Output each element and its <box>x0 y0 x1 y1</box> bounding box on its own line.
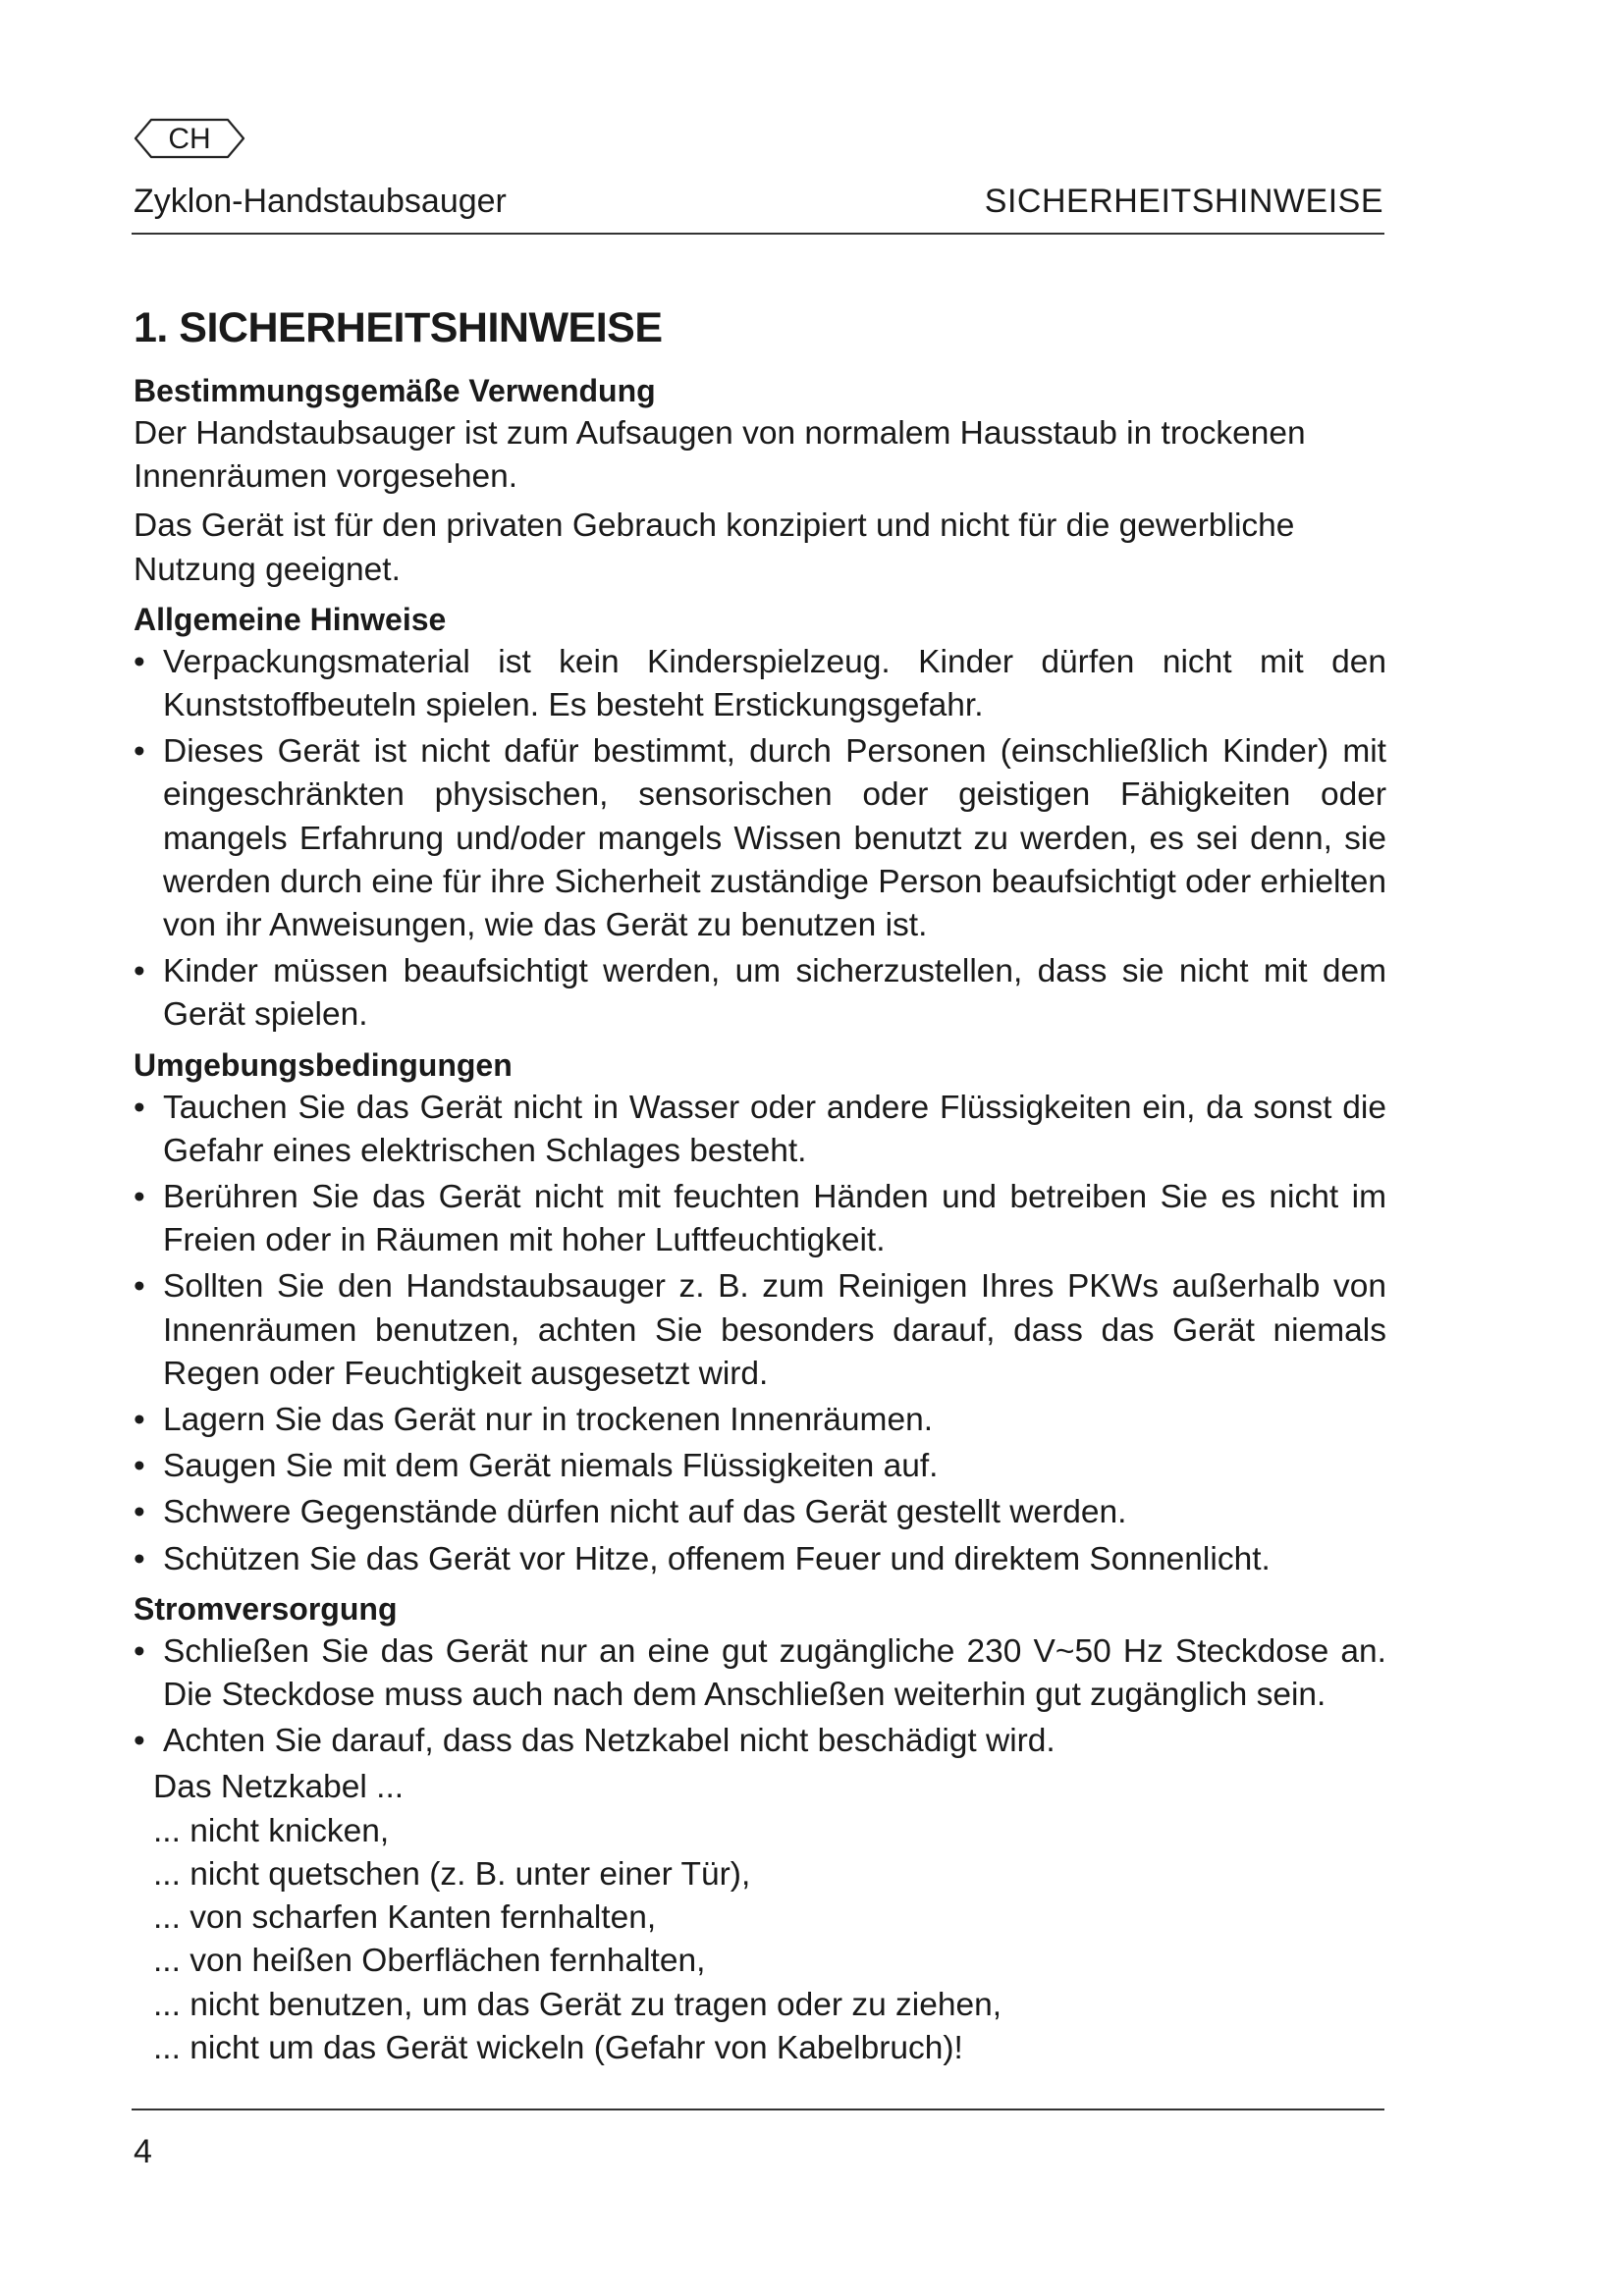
list-item <box>134 730 1386 947</box>
bullet-icon: • <box>134 1494 145 1531</box>
country-badge <box>132 116 247 161</box>
paragraph: Der Handstaubsauger ist zum Aufsaugen von normalem Hausstaub in trockenen Innenräumen vorgesehen. <box>134 415 1306 496</box>
cable-item: ... nicht knicken, <box>153 1812 390 1849</box>
header-divider <box>132 233 1384 235</box>
bullet-icon: • <box>134 1268 145 1306</box>
section-title: SICHERHEITSHINWEISE <box>984 183 1383 220</box>
list-item <box>134 1538 1386 1581</box>
product-name: Zyklon-Handstaubsauger <box>134 183 507 220</box>
bullet-icon: • <box>134 1448 145 1485</box>
section-heading-environment: Umgebungsbedingungen <box>134 1046 513 1083</box>
list-item-text: Schließen Sie das Gerät nur an eine gut zugängliche 230 V~50 Hz Steckdose an. Die Steckdose muss auch nach dem Anschließen weiterhin gut zugänglich sein. <box>163 1632 1386 1714</box>
list-item-text: Achten Sie darauf, dass das Netzkabel nicht beschädigt wird. <box>163 1723 1056 1760</box>
bullet-icon: • <box>134 1179 145 1216</box>
bullet-icon: • <box>134 1402 145 1439</box>
list-item <box>134 1445 1386 1488</box>
paragraph: Das Gerät ist für den privaten Gebrauch konzipiert und nicht für die gewerbliche Nutzung geeignet. <box>134 507 1295 588</box>
cable-item: ... von heißen Oberflächen fernhalten, <box>153 1943 706 1980</box>
bullet-icon: • <box>134 1723 145 1760</box>
section-heading-power-supply: Stromversorgung <box>134 1590 398 1627</box>
list-item-text: Schützen Sie das Gerät vor Hitze, offenem Feuer und direktem Sonnenlicht. <box>163 1540 1271 1577</box>
list-item-text: Sollten Sie den Handstaubsauger z. B. zum Reinigen Ihres PKWs außerhalb von Innenräumen benutzen, achten Sie besonders darauf, dass das Gerät niemals Regen oder Feuchtigkeit ausgesetzt wird. <box>163 1268 1386 1392</box>
bullet-icon: • <box>134 953 145 990</box>
bullet-list <box>134 641 1386 1038</box>
bullet-icon: • <box>134 643 145 680</box>
cable-item: ... von scharfen Kanten fernhalten, <box>153 1899 657 1937</box>
bullet-icon: • <box>134 1632 145 1670</box>
bullet-icon: • <box>134 733 145 771</box>
list-item-text: Dieses Gerät ist nicht dafür bestimmt, durch Personen (einschließlich Kinder) mit eingeschränkten physischen, sensorischen oder geistigen Fähigkeiten oder mangels Erfahrung und/oder mangels Wissen benutzt zu werden, es sei denn, sie werden durch eine für ihre Sicherheit zuständige Person beaufsichtigt oder erhielten von ihr Anweisungen, wie das Gerät zu benutzen ist. <box>163 733 1386 944</box>
list-item-text: Kinder müssen beaufsichtigt werden, um sicherzustellen, dass sie nicht mit dem Gerät spielen. <box>163 953 1386 1034</box>
list-item <box>134 1720 1386 1763</box>
bullet-icon: • <box>134 1089 145 1126</box>
list-item-text: Verpackungsmaterial ist kein Kinderspielzeug. Kinder dürfen nicht mit den Kunststoffbeuteln spielen. Es besteht Erstickungsgefahr. <box>163 643 1386 724</box>
list-item <box>134 1630 1386 1717</box>
bullet-icon: • <box>134 1540 145 1577</box>
country-oval-icon <box>132 116 247 161</box>
list-item <box>134 1265 1386 1396</box>
list-item-text: Schwere Gegenstände dürfen nicht auf das Gerät gestellt werden. <box>163 1494 1127 1531</box>
section-heading-intended-use: Bestimmungsgemäße Verwendung <box>134 373 656 408</box>
list-item <box>134 641 1386 727</box>
list-item-text: Berühren Sie das Gerät nicht mit feuchten Händen und betreiben Sie es nicht im Freien oder in Räumen mit hoher Luftfeuchtigkeit. <box>163 1179 1386 1259</box>
list-item <box>134 1087 1386 1173</box>
bullet-list <box>134 1087 1386 1581</box>
list-item <box>134 1176 1386 1262</box>
list-item-text: Lagern Sie das Gerät nur in trockenen Innenräumen. <box>163 1402 934 1439</box>
country-code: CH <box>168 123 211 155</box>
main-content <box>134 300 1386 2070</box>
bullet-list <box>134 1630 1386 1764</box>
list-item-text: Saugen Sie mit dem Gerät niemals Flüssigkeiten auf. <box>163 1448 939 1485</box>
cable-item: ... nicht quetschen (z. B. unter einer Tür), <box>153 1855 751 1893</box>
cable-item: ... nicht um das Gerät wickeln (Gefahr von Kabelbruch)! <box>153 2029 963 2066</box>
list-item <box>134 950 1386 1037</box>
list-item <box>134 1491 1386 1534</box>
cable-intro: Das Netzkabel ... <box>153 1769 405 1806</box>
page-title: 1. SICHERHEITSHINWEISE <box>134 304 663 351</box>
section-heading-general-notes: Allgemeine Hinweise <box>134 601 447 637</box>
page-number: 4 <box>134 2133 152 2170</box>
list-item-text: Tauchen Sie das Gerät nicht in Wasser oder andere Flüssigkeiten ein, da sonst die Gefahr eines elektrischen Schlages besteht. <box>163 1089 1386 1169</box>
list-item <box>134 1399 1386 1442</box>
cable-item: ... nicht benutzen, um das Gerät zu tragen oder zu ziehen, <box>153 1986 1002 2023</box>
footer-divider <box>132 2109 1384 2110</box>
cable-instructions <box>134 1766 1386 2069</box>
